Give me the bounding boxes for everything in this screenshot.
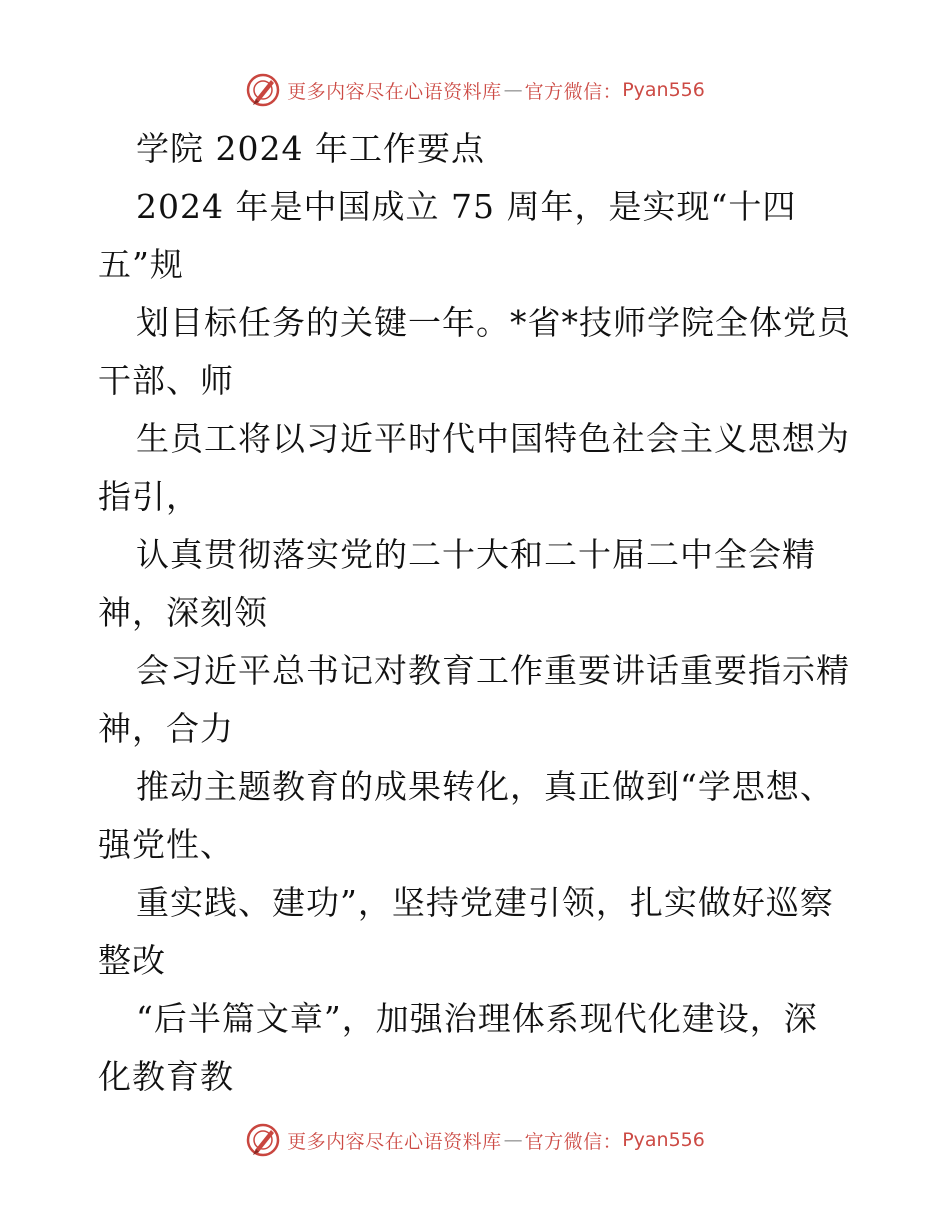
- paragraph-line: 会习近平总书记对教育工作重要讲话重要指示精: [136, 651, 850, 690]
- paragraph-line: 指引，: [98, 477, 200, 516]
- paragraph-line: 神，深刻领: [98, 593, 268, 632]
- paragraph-line: 神，合力: [98, 709, 234, 748]
- pen-logo-icon: [245, 1122, 281, 1158]
- document-body: [98, 120, 858, 1106]
- paragraph-line: 整改: [98, 941, 166, 980]
- watermark-suffix: 官方微信：: [524, 1130, 623, 1153]
- paragraph-line: 重实践、建功”，坚持党建引领，扎实做好巡察: [136, 883, 834, 922]
- watermark-suffix: 官方微信：: [524, 80, 623, 103]
- paragraph-line: 五”规: [98, 245, 184, 284]
- paragraph-line: 干部、师: [98, 361, 234, 400]
- watermark-code: Pyan556: [622, 79, 705, 101]
- paragraph-line: 2024 年是中国成立 75 周年，是实现“十四: [136, 187, 797, 226]
- watermark-separator: —: [503, 79, 523, 101]
- header-watermark: [0, 70, 950, 110]
- paragraph-line: 生员工将以习近平时代中国特色社会主义思想为: [136, 419, 850, 458]
- paragraph-line: 化教育教: [98, 1057, 234, 1096]
- watermark-separator: —: [503, 1129, 523, 1151]
- pen-logo-icon: [245, 72, 281, 108]
- footer-watermark: [0, 1120, 950, 1160]
- document-title: 学院 2024 年工作要点: [136, 129, 485, 168]
- paragraph-line: 推动主题教育的成果转化，真正做到“学思想、: [136, 767, 834, 806]
- watermark-text: 更多内容尽在心语资料库: [287, 80, 502, 103]
- watermark-code: Pyan556: [622, 1129, 705, 1151]
- watermark-text: 更多内容尽在心语资料库: [287, 1130, 502, 1153]
- paragraph-line: “后半篇文章”，加强治理体系现代化建设，深: [136, 999, 818, 1038]
- paragraph-line: 划目标任务的关键一年。*省*技师学院全体党员: [136, 303, 851, 342]
- paragraph-line: 认真贯彻落实党的二十大和二十届二中全会精: [136, 535, 816, 574]
- paragraph-line: 强党性、: [98, 825, 234, 864]
